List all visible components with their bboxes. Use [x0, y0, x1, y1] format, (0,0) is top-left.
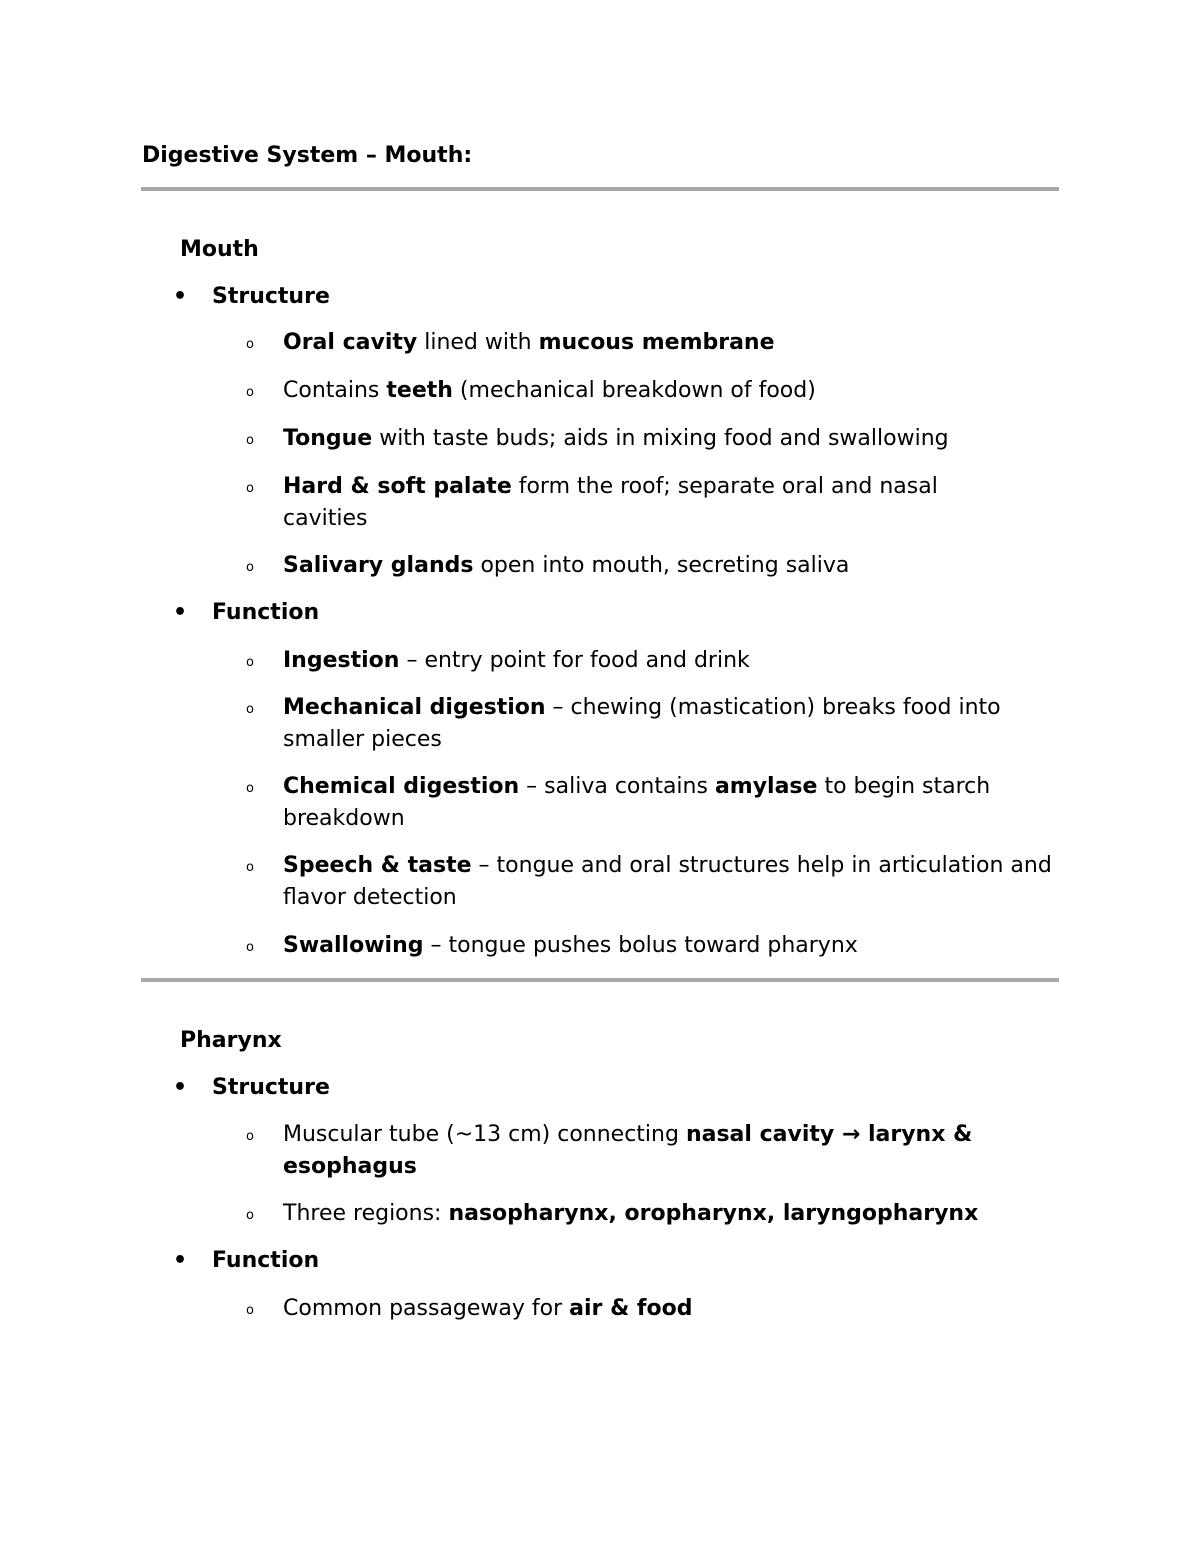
list-item-text	[283, 1293, 1063, 1325]
list-item-text	[283, 771, 1048, 835]
divider	[141, 187, 1059, 191]
list-item-text	[283, 1119, 1033, 1183]
sub-bullet: o	[246, 781, 254, 796]
bullet-label: Function	[212, 1248, 320, 1273]
text-run: – tongue pushes bolus toward pharynx	[423, 933, 858, 958]
text-run: – entry point for food and drink	[399, 648, 750, 673]
bold-term: Oral cavity	[283, 330, 418, 355]
bullet-label: Structure	[212, 284, 330, 309]
list-item-text	[283, 375, 1063, 407]
bold-term: Ingestion	[283, 648, 400, 673]
section-heading-mouth: Mouth	[180, 237, 259, 262]
bold-term: Salivary glands	[283, 553, 474, 578]
text-run: open into mouth, secreting saliva	[473, 553, 850, 578]
list-item-text	[283, 930, 1063, 962]
text-run: Contains	[283, 378, 387, 403]
list-item-text	[283, 850, 1063, 914]
divider	[141, 978, 1059, 982]
list-item-text	[283, 645, 1063, 677]
text-run: Three regions:	[283, 1201, 449, 1226]
text-run: with taste buds; aids in mixing food and swallowing	[372, 426, 949, 451]
bold-term: Tongue	[283, 426, 373, 451]
text-run: to begin starch breakdown	[283, 774, 991, 831]
list-item-text	[283, 471, 1003, 535]
sub-bullet: o	[246, 940, 254, 955]
bold-term: Mechanical digestion	[283, 695, 546, 720]
sub-bullet: o	[246, 1303, 254, 1318]
text-run: Muscular tube (~13 cm) connecting	[283, 1122, 686, 1147]
text-run: Common passageway for	[283, 1296, 570, 1321]
list-item-text	[283, 423, 1063, 455]
text-run: form the roof; separate oral and nasal cavities	[283, 474, 938, 531]
bold-term: mucous membrane	[538, 330, 775, 355]
bullet: •	[173, 1075, 188, 1100]
sub-bullet: o	[246, 433, 254, 448]
bold-term: Swallowing	[283, 933, 424, 958]
page-title: Digestive System – Mouth:	[142, 143, 473, 168]
bold-term: amylase	[714, 774, 818, 799]
bold-term: nasal cavity → larynx & esophagus	[283, 1122, 973, 1179]
sub-bullet: o	[246, 702, 254, 717]
bold-term: nasopharynx, oropharynx, laryngopharynx	[448, 1201, 979, 1226]
bold-term: air & food	[569, 1296, 693, 1321]
sub-bullet: o	[246, 560, 254, 575]
sub-bullet: o	[246, 1208, 254, 1223]
list-item-text	[283, 692, 1063, 756]
bold-term: teeth	[386, 378, 453, 403]
list-item-text	[283, 327, 1063, 359]
bold-term: Speech & taste	[283, 853, 472, 878]
list-item-text	[283, 1198, 1063, 1230]
bullet-label: Structure	[212, 1075, 330, 1100]
text-run: lined with	[417, 330, 539, 355]
bold-term: Chemical digestion	[283, 774, 520, 799]
text-run: – tongue and oral structures help in articulation and flavor detection	[283, 853, 1052, 910]
text-run: – saliva contains	[519, 774, 715, 799]
bullet: •	[173, 284, 188, 309]
text-run: – chewing (mastication) breaks food into smaller pieces	[283, 695, 1001, 752]
section-heading-pharynx: Pharynx	[180, 1028, 282, 1053]
sub-bullet: o	[246, 337, 254, 352]
sub-bullet: o	[246, 481, 254, 496]
bold-term: Hard & soft palate	[283, 474, 512, 499]
sub-bullet: o	[246, 860, 254, 875]
bullet: •	[173, 1248, 188, 1273]
sub-bullet: o	[246, 385, 254, 400]
sub-bullet: o	[246, 1129, 254, 1144]
list-item-text	[283, 550, 1063, 582]
bullet: •	[173, 600, 188, 625]
text-run: (mechanical breakdown of food)	[452, 378, 816, 403]
sub-bullet: o	[246, 655, 254, 670]
bullet-label: Function	[212, 600, 320, 625]
